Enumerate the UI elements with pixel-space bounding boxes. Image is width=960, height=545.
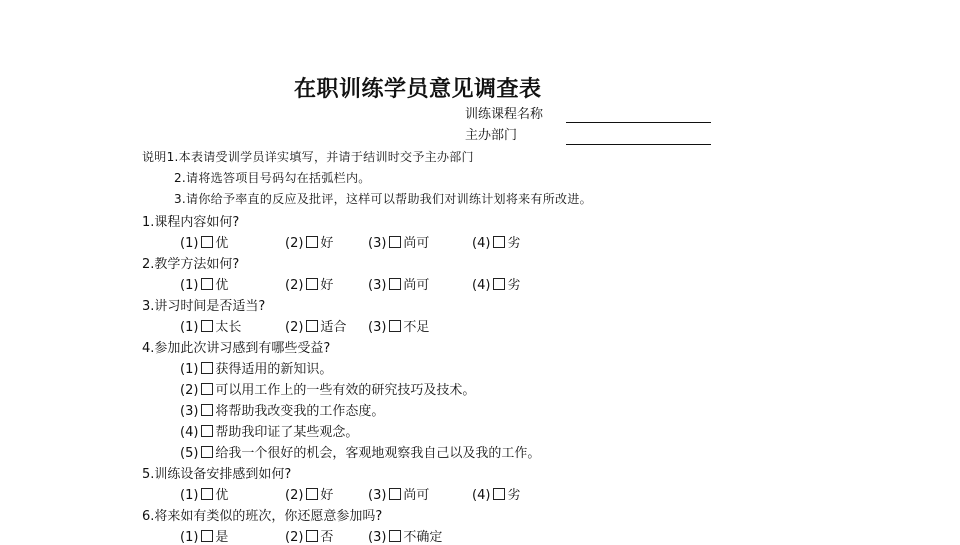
option-label: 帮助我印证了某些观念。 <box>215 425 359 440</box>
checkbox[interactable] <box>201 425 213 437</box>
option-q1-1[interactable] <box>180 232 228 251</box>
checkbox[interactable] <box>201 278 213 290</box>
option-label: 尚可 <box>403 488 430 503</box>
option-number: (1) <box>180 320 199 335</box>
option-q5-3[interactable] <box>368 484 429 503</box>
checkbox[interactable] <box>201 446 213 458</box>
option-label: 好 <box>320 278 334 293</box>
instruction-note-3: 3.请你给予率直的反应及批评，这样可以帮助我们对训练计划将来有所改进。 <box>174 192 592 206</box>
option-q1-3[interactable] <box>368 232 429 251</box>
checkbox[interactable] <box>306 278 318 290</box>
question-6: 6.将来如有类似的班次，你还愿意参加吗? <box>142 509 383 524</box>
checkbox[interactable] <box>201 383 213 395</box>
instruction-note-2: 2.请将选答项目号码勾在括弧栏内。 <box>174 171 371 185</box>
option-q2-1[interactable] <box>180 274 228 293</box>
checkbox[interactable] <box>201 320 213 332</box>
checkbox[interactable] <box>389 320 401 332</box>
option-q6-3[interactable] <box>368 526 442 545</box>
option-number: (1) <box>180 362 199 377</box>
course-name-label: 训练课程名称 <box>465 107 544 122</box>
option-number: (2) <box>285 278 304 293</box>
checkbox[interactable] <box>389 530 401 542</box>
option-number: (1) <box>180 488 199 503</box>
option-number: (1) <box>180 236 199 251</box>
option-q4-4[interactable] <box>180 421 358 440</box>
checkbox[interactable] <box>306 236 318 248</box>
option-q2-3[interactable] <box>368 274 429 293</box>
option-label: 适合 <box>320 320 347 335</box>
option-label: 劣 <box>507 236 521 251</box>
option-label: 是 <box>215 530 229 545</box>
question-2: 2.教学方法如何? <box>142 257 240 272</box>
option-q5-1[interactable] <box>180 484 228 503</box>
option-label: 获得适用的新知识。 <box>215 362 333 377</box>
option-label: 劣 <box>507 278 521 293</box>
option-label: 不确定 <box>403 530 443 545</box>
option-label: 优 <box>215 488 229 503</box>
option-q4-1[interactable] <box>180 358 332 377</box>
option-label: 可以用工作上的一些有效的研究技巧及技术。 <box>215 383 476 398</box>
option-label: 优 <box>215 278 229 293</box>
option-q6-1[interactable] <box>180 526 228 545</box>
option-number: (3) <box>368 488 387 503</box>
form-title: 在职训练学员意见调查表 <box>294 76 542 102</box>
option-label: 不足 <box>403 320 430 335</box>
option-label: 将帮助我改变我的工作态度。 <box>215 404 385 419</box>
course-name-field[interactable] <box>566 122 711 123</box>
checkbox[interactable] <box>389 278 401 290</box>
option-label: 太长 <box>215 320 242 335</box>
option-q2-2[interactable] <box>285 274 333 293</box>
checkbox[interactable] <box>389 488 401 500</box>
option-number: (2) <box>285 320 304 335</box>
option-q4-3[interactable] <box>180 400 384 419</box>
checkbox[interactable] <box>306 530 318 542</box>
checkbox[interactable] <box>493 278 505 290</box>
option-number: (5) <box>180 446 199 461</box>
question-3: 3.讲习时间是否适当? <box>142 299 266 314</box>
option-number: (4) <box>472 278 491 293</box>
checkbox[interactable] <box>493 236 505 248</box>
option-number: (3) <box>180 404 199 419</box>
option-q3-2[interactable] <box>285 316 346 335</box>
option-label: 尚可 <box>403 236 430 251</box>
checkbox[interactable] <box>306 320 318 332</box>
option-number: (3) <box>368 320 387 335</box>
option-q4-5[interactable] <box>180 442 540 461</box>
host-dept-label: 主办部门 <box>465 128 518 143</box>
option-q1-4[interactable] <box>472 232 520 251</box>
host-dept-field[interactable] <box>566 144 711 145</box>
checkbox[interactable] <box>201 488 213 500</box>
question-5: 5.训练设备安排感到如何? <box>142 467 292 482</box>
option-number: (2) <box>285 236 304 251</box>
option-label: 否 <box>320 530 334 545</box>
option-number: (4) <box>180 425 199 440</box>
option-q3-3[interactable] <box>368 316 429 335</box>
question-4: 4.参加此次讲习感到有哪些受益? <box>142 341 331 356</box>
option-label: 好 <box>320 488 334 503</box>
checkbox[interactable] <box>493 488 505 500</box>
option-label: 劣 <box>507 488 521 503</box>
checkbox[interactable] <box>201 362 213 374</box>
option-q1-2[interactable] <box>285 232 333 251</box>
option-number: (4) <box>472 236 491 251</box>
checkbox[interactable] <box>389 236 401 248</box>
checkbox[interactable] <box>201 404 213 416</box>
option-q3-1[interactable] <box>180 316 241 335</box>
checkbox[interactable] <box>201 236 213 248</box>
option-label: 好 <box>320 236 334 251</box>
option-label: 尚可 <box>403 278 430 293</box>
option-q5-2[interactable] <box>285 484 333 503</box>
checkbox[interactable] <box>306 488 318 500</box>
option-q4-2[interactable] <box>180 379 475 398</box>
option-q6-2[interactable] <box>285 526 333 545</box>
option-number: (3) <box>368 530 387 545</box>
option-q5-4[interactable] <box>472 484 520 503</box>
instruction-note-1: 说明1.本表请受训学员详实填写，并请于结训时交予主办部门 <box>142 150 474 164</box>
option-label: 优 <box>215 236 229 251</box>
option-number: (2) <box>285 530 304 545</box>
option-number: (3) <box>368 278 387 293</box>
question-1: 1.课程内容如何? <box>142 215 240 230</box>
option-number: (2) <box>180 383 199 398</box>
option-number: (2) <box>285 488 304 503</box>
option-number: (1) <box>180 530 199 545</box>
checkbox[interactable] <box>201 530 213 542</box>
option-number: (4) <box>472 488 491 503</box>
option-number: (3) <box>368 236 387 251</box>
option-q2-4[interactable] <box>472 274 520 293</box>
option-number: (1) <box>180 278 199 293</box>
option-label: 给我一个很好的机会，客观地观察我自己以及我的工作。 <box>215 446 541 461</box>
